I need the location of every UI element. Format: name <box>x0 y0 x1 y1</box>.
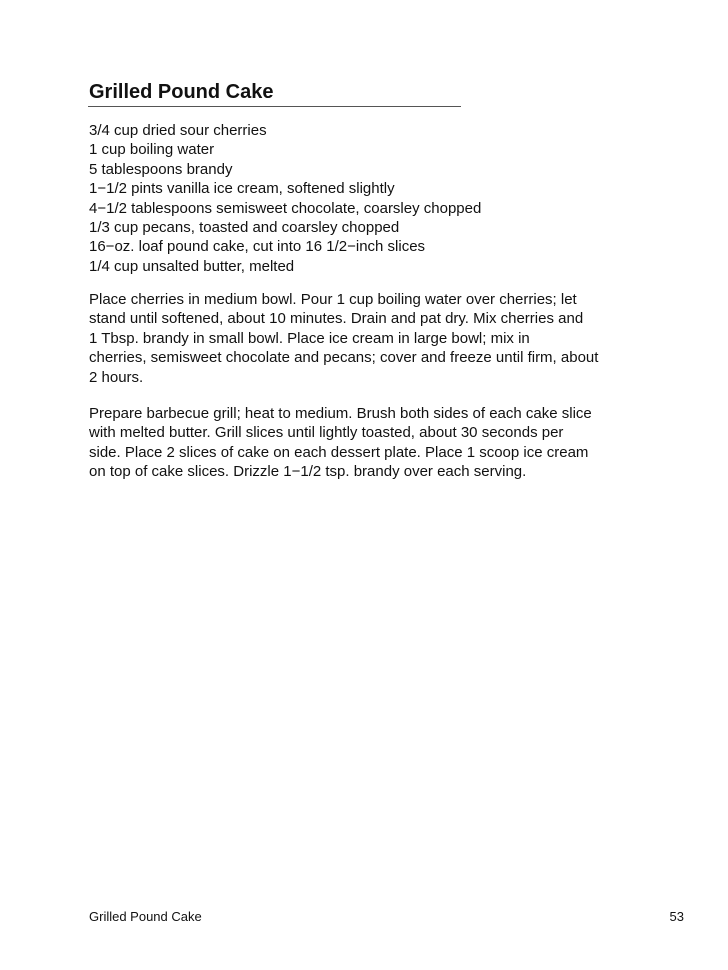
paragraph-line: Prepare barbecue grill; heat to medium. Brush both sides of each cake slice <box>89 405 592 422</box>
page-number: 53 <box>669 909 684 924</box>
ingredient-item: 1 cup boiling water <box>89 141 215 159</box>
ingredient-item: 1−1/2 pints vanilla ice cream, softened slightly <box>89 180 395 198</box>
footer-title: Grilled Pound Cake <box>89 909 202 924</box>
title-underline <box>88 106 461 107</box>
paragraph-line: Place cherries in medium bowl. Pour 1 cup boiling water over cherries; let <box>89 291 577 308</box>
ingredient-item: 1/3 cup pecans, toasted and coarsley chopped <box>89 219 400 237</box>
directions-paragraph-1 <box>89 290 649 387</box>
paragraph-line: cherries, semisweet chocolate and pecans; cover and freeze until firm, about <box>89 349 599 367</box>
ingredient-item: 3/4 cup dried sour cherries <box>89 122 267 139</box>
ingredient-list <box>89 121 481 276</box>
paragraph-line: stand until softened, about 10 minutes. Drain and pat dry. Mix cherries and <box>89 310 584 328</box>
ingredient-item: 4−1/2 tablespoons semisweet chocolate, coarsley chopped <box>89 199 482 217</box>
ingredient-item: 1/4 cup unsalted butter, melted <box>89 257 295 275</box>
paragraph-line: with melted butter. Grill slices until lightly toasted, about 30 seconds per <box>89 424 564 442</box>
paragraph-line: 1 Tbsp. brandy in small bowl. Place ice cream in large bowl; mix in <box>89 329 530 347</box>
ingredient-item: 16−oz. loaf pound cake, cut into 16 1/2−inch slices <box>89 238 426 256</box>
paragraph-line: side. Place 2 slices of cake on each dessert plate. Place 1 scoop ice cream <box>89 443 589 461</box>
ingredient-item: 5 tablespoons brandy <box>89 160 233 178</box>
paragraph-line: on top of cake slices. Drizzle 1−1/2 tsp. brandy over each serving. <box>89 463 527 481</box>
recipe-title: Grilled Pound Cake <box>89 81 274 103</box>
directions-paragraph-2 <box>89 404 649 482</box>
paragraph-line: 2 hours. <box>89 368 144 386</box>
